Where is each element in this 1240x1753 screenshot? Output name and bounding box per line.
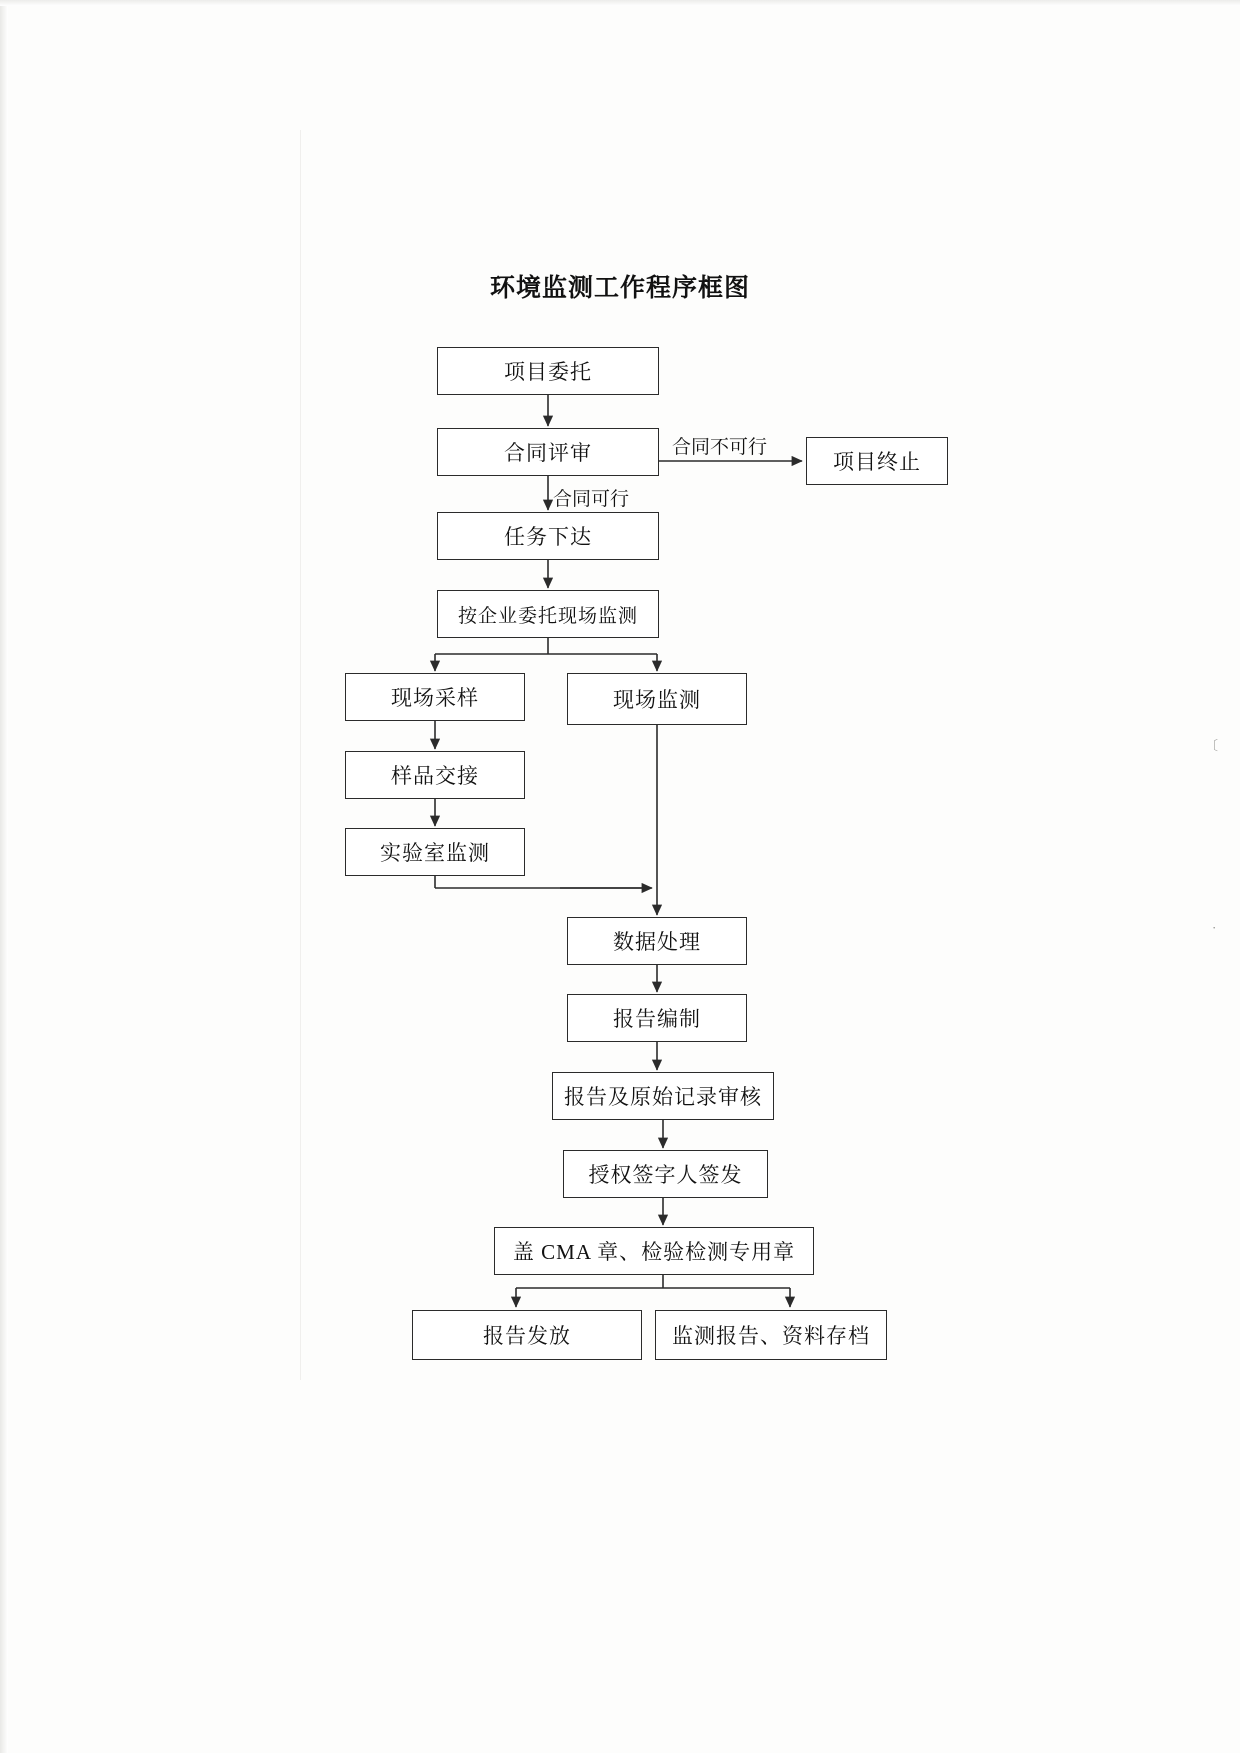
flow-node-label: 项目终止 — [833, 450, 921, 474]
flow-node-label: 项目委托 — [504, 360, 592, 384]
scan-fold-line — [300, 130, 301, 1380]
flow-node — [806, 437, 948, 485]
flow-node-label: 实验室监测 — [380, 841, 490, 865]
flow-node — [655, 1310, 887, 1360]
flow-node-label: 任务下达 — [504, 525, 592, 549]
flow-node-label: 监测报告、资料存档 — [672, 1324, 870, 1348]
flow-node-label: 数据处理 — [613, 930, 701, 954]
margin-mark: 〔 — [1205, 738, 1219, 753]
flow-node-label: 报告发放 — [483, 1324, 571, 1348]
flow-node-label: 按企业委托现场监测 — [457, 605, 638, 627]
flow-node-label: 现场采样 — [391, 686, 479, 710]
flow-node — [437, 428, 659, 476]
flow-node-label: 报告编制 — [613, 1007, 701, 1031]
flow-node — [412, 1310, 642, 1360]
flow-node — [494, 1227, 814, 1275]
flow-node — [563, 1150, 768, 1198]
scan-edge-top — [0, 0, 1240, 6]
flow-node — [437, 590, 659, 638]
flow-node — [567, 917, 747, 965]
scan-edge-left — [0, 0, 8, 1753]
flow-node — [345, 673, 525, 721]
flow-node — [567, 673, 747, 725]
flow-node-label: 样品交接 — [391, 764, 479, 788]
flow-node-label: 授权签字人签发 — [588, 1163, 743, 1187]
edge-label-contract-feasible: 合同可行 — [553, 489, 630, 510]
flow-node-label: 现场监测 — [613, 688, 701, 712]
flow-node-label: 报告及原始记录审核 — [564, 1085, 762, 1109]
flow-node — [345, 751, 525, 799]
flow-node — [552, 1072, 774, 1120]
margin-mark: · — [1212, 920, 1217, 935]
flow-node — [345, 828, 525, 876]
flow-node-label: 合同评审 — [504, 441, 592, 465]
flow-node-label: 盖 CMA 章、检验检测专用章 — [512, 1240, 796, 1264]
flow-node — [567, 994, 747, 1042]
flow-node — [437, 347, 659, 395]
flow-node — [437, 512, 659, 560]
page-title: 环境监测工作程序框图 — [489, 274, 750, 302]
edge-label-contract-infeasible: 合同不可行 — [672, 437, 768, 458]
